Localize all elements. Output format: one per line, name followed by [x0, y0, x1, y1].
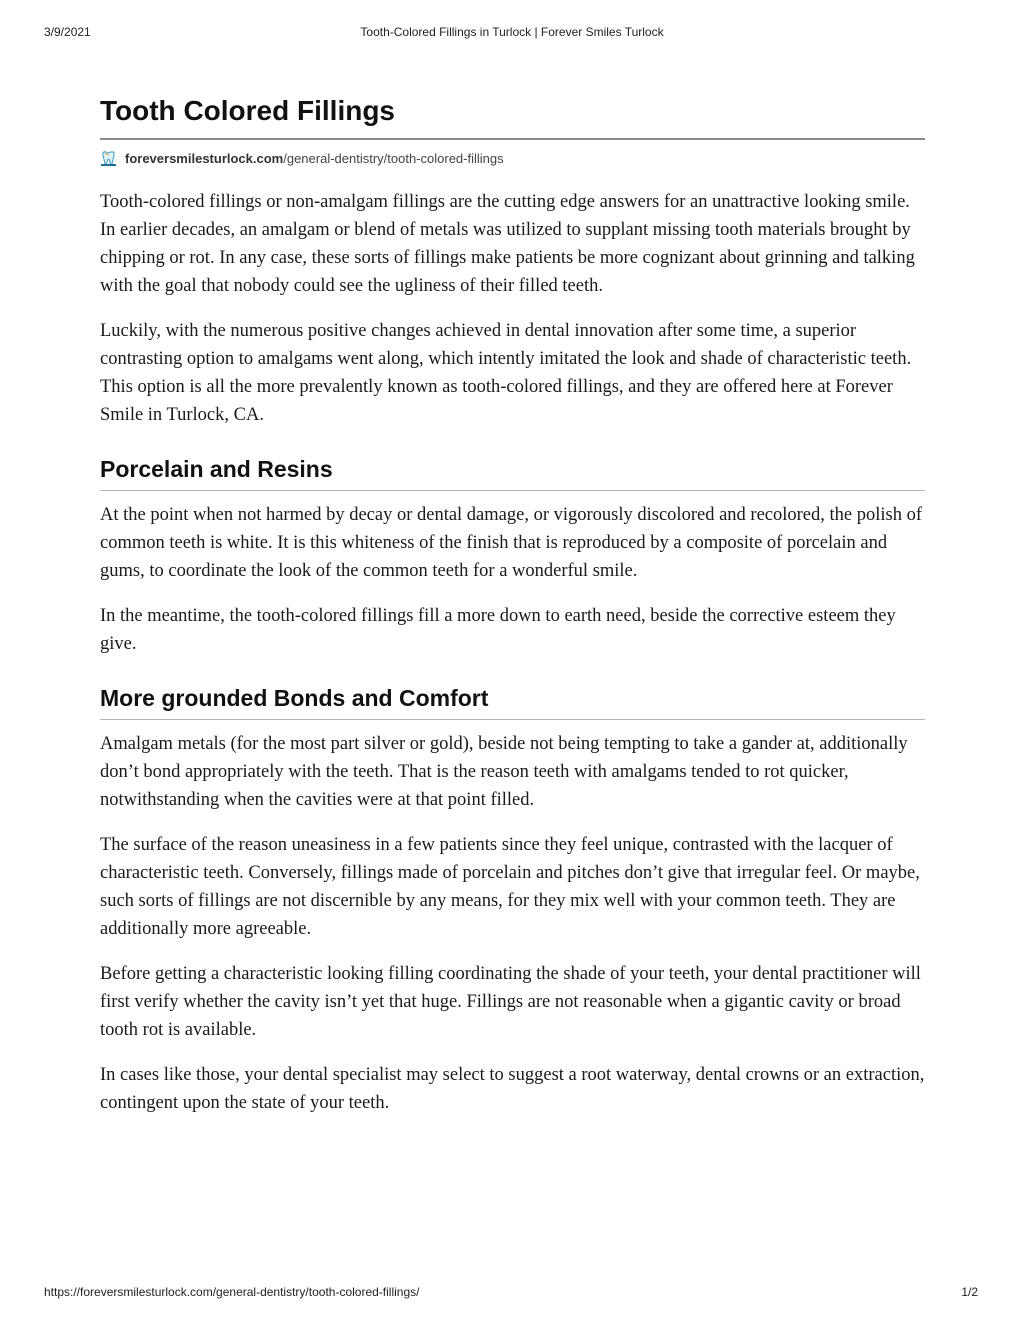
section-paragraph: In cases like those, your dental specialist may select to suggest a root waterway, dental crowns or an extraction, contingent upon the state of your teeth.	[100, 1065, 925, 1113]
section-paragraph: Amalgam metals (for the most part silver or gold), beside not being tempting to take a gander at, additionally don’t bond appropriately with the teeth. That is the reason teeth with amalgams tended to rot quicker, notwithstanding when the cavities were at that point filled.	[100, 734, 908, 810]
article	[100, 92, 925, 1134]
source-path: /general-dentistry/tooth-colored-fillings	[283, 150, 504, 166]
section-heading-bonds-comfort: More grounded Bonds and Comfort	[100, 683, 925, 720]
article-source	[100, 148, 925, 168]
tooth-favicon-icon	[100, 150, 117, 167]
print-date: 3/9/2021	[44, 25, 91, 39]
source-domain: foreversmilesturlock.com	[125, 150, 284, 166]
print-page-title: Tooth-Colored Fillings in Turlock | Forever Smiles Turlock	[360, 25, 664, 39]
section-heading-porcelain-resins: Porcelain and Resins	[100, 454, 925, 491]
print-header	[0, 25, 1024, 41]
article-title: Tooth Colored Fillings	[100, 92, 925, 140]
article-body	[100, 188, 925, 1117]
intro-paragraph: Tooth-colored fillings or non-amalgam fillings are the cutting edge answers for an unattractive looking smile. In earlier decades, an amalgam or blend of metals was utilized to supplant missing tooth materials brought by chipping or rot. In any case, these sorts of fillings make patients be more cognizant about grinning and talking with the goal that nobody could see the ugliness of their filled teeth.	[100, 192, 915, 296]
section-paragraph: The surface of the reason uneasiness in a few patients since they feel unique, contrasted with the lacquer of characteristic teeth. Conversely, fillings made of porcelain and pitches don’t give that irregular feel. Or maybe, such sorts of fillings are not discernible by any means, for they mix well with your common teeth. They are additionally more agreeable.	[100, 835, 920, 939]
section-paragraph: In the meantime, the tooth-colored fillings fill a more down to earth need, beside the corrective esteem they give.	[100, 606, 896, 654]
section-paragraph: At the point when not harmed by decay or dental damage, or vigorously discolored and recolored, the polish of common teeth is white. It is this whiteness of the finish that is reproduced by a composite of porcelain and gums, to coordinate the look of the common teeth for a wonderful smile.	[100, 505, 922, 581]
intro-paragraph: Luckily, with the numerous positive changes achieved in dental innovation after some time, a superior contrasting option to amalgams went along, which intently imitated the look and shade of characteristic teeth. This option is all the more prevalently known as tooth-colored fillings, and they are offered here at Forever Smile in Turlock, CA.	[100, 321, 912, 425]
print-url: https://foreversmilesturlock.com/general-dentistry/tooth-colored-fillings/	[44, 1285, 420, 1299]
page-number: 1/2	[961, 1285, 978, 1299]
section-paragraph: Before getting a characteristic looking filling coordinating the shade of your teeth, your dental practitioner will first verify whether the cavity isn’t yet that huge. Fillings are not reasonable when a gigantic cavity or broad tooth rot is available.	[100, 964, 921, 1040]
